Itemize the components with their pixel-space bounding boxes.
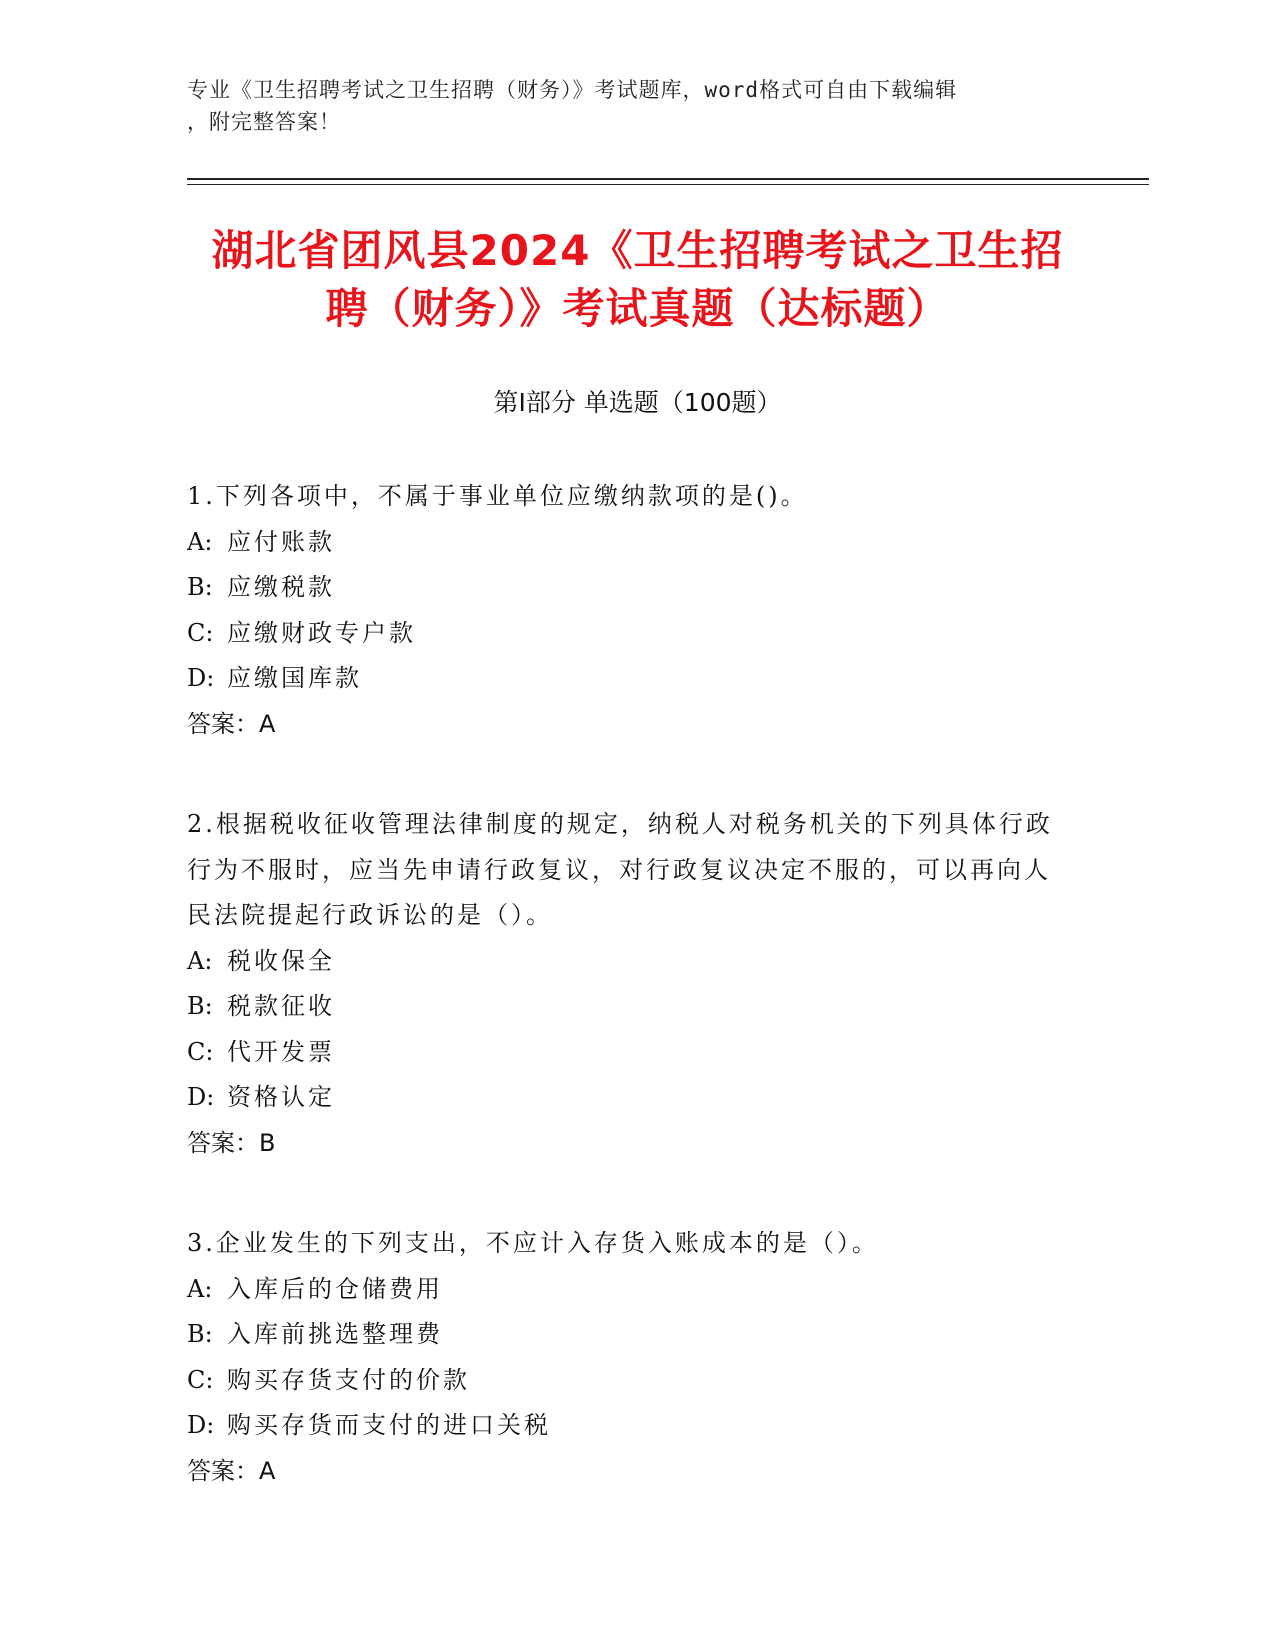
option-key: C: [187,1037,214,1066]
header-note-line-2: ，附完整答案！ [187,110,341,134]
answer-value: A [259,709,276,738]
option-text: 入库前挑选整理费 [227,1320,443,1348]
answer-value: B [259,1128,276,1157]
option-key: B: [187,1320,213,1348]
option-text: 应缴国库款 [227,664,362,692]
question-list [187,474,1067,1549]
option-text: 代开发票 [227,1037,335,1066]
option-b [187,1312,1067,1358]
option-key: D: [187,1411,215,1439]
header-divider-thick [187,178,1149,180]
answer-line [187,1121,1067,1167]
option-d [187,656,1067,702]
option-c [187,1030,1067,1076]
question-stem: 3.企业发生的下列支出，不应计入存货入账成本的是（）。 [187,1229,879,1257]
option-key: B: [187,573,213,601]
document-title [160,222,1115,338]
option-key: C: [187,1365,214,1394]
header-divider-thin [187,184,1149,185]
option-text: 税收保全 [227,946,335,975]
answer-label: 答案： [187,1128,259,1157]
option-c [187,1358,1067,1404]
answer-line [187,1449,1067,1495]
header-note-line-1: 专业《卫生招聘考试之卫生招聘（财务）》考试题库，word格式可自由下载编辑 [187,78,958,102]
answer-value: A [259,1456,276,1485]
option-text: 应缴财政专户款 [227,618,416,647]
option-b [187,984,1067,1030]
option-text: 购买存货支付的价款 [227,1365,470,1394]
option-text: 资格认定 [227,1083,335,1111]
option-key: A: [187,1274,213,1303]
option-a [187,939,1067,985]
header-note [187,74,1087,138]
option-a [187,1267,1067,1313]
document-title-line-2: 聘（财务）》考试真题（达标题） [325,284,950,333]
option-text: 应付账款 [227,527,335,556]
option-key: B: [187,992,213,1020]
option-text: 购买存货而支付的进口关税 [227,1411,551,1439]
section-heading: 第Ⅰ部分 单选题（100题） [493,388,782,417]
option-key: A: [187,527,213,556]
question-3 [187,1221,1067,1494]
answer-label: 答案： [187,1456,259,1485]
option-text: 应缴税款 [227,573,335,601]
option-b [187,565,1067,611]
option-text: 税款征收 [227,992,335,1020]
option-d [187,1075,1067,1121]
document-title-line-1: 湖北省团风县2024《卫生招聘考试之卫生招 [211,226,1064,275]
answer-line [187,702,1067,748]
question-1 [187,474,1067,747]
option-text: 入库后的仓储费用 [227,1274,443,1303]
question-2 [187,802,1067,1166]
option-a [187,520,1067,566]
question-stem: 2.根据税收征收管理法律制度的规定，纳税人对税务机关的下列具体行政行为不服时，应当先申请行政复议，对行政复议决定不服的，可以再向人民法院提起行政诉讼的是（）。 [187,810,1053,929]
option-c [187,611,1067,657]
option-key: D: [187,1083,215,1111]
option-d [187,1403,1067,1449]
option-key: A: [187,946,213,975]
option-key: C: [187,618,214,647]
question-stem: 1.下列各项中，不属于事业单位应缴纳款项的是()。 [187,482,808,510]
answer-label: 答案： [187,709,259,738]
option-key: D: [187,664,215,692]
